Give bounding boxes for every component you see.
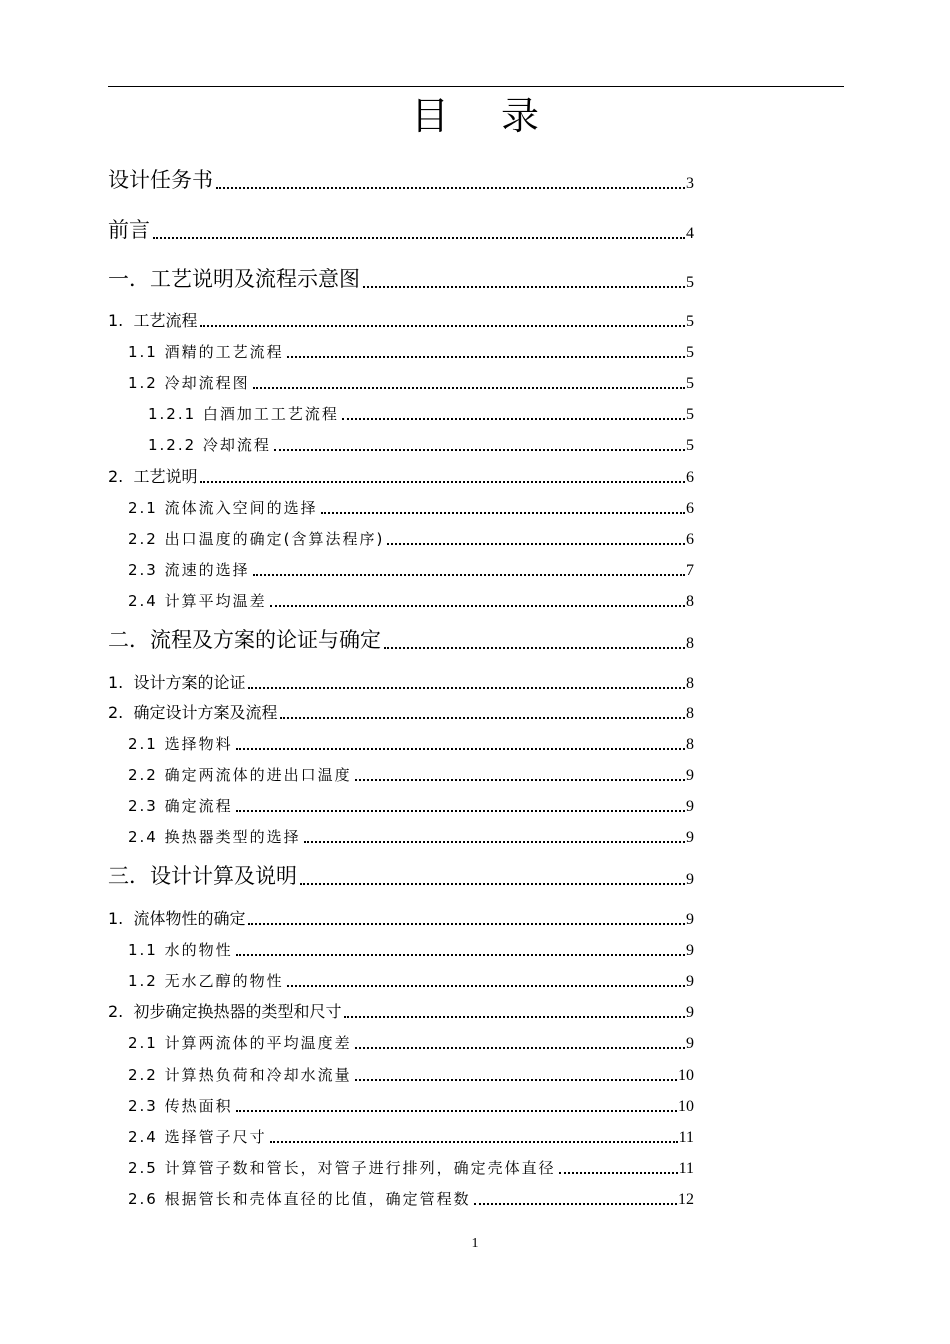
toc-entry-page: 11 bbox=[678, 1160, 694, 1177]
title-char-1: 目 bbox=[410, 94, 449, 138]
toc-entry-label: 2.3 流速的选择 bbox=[128, 561, 250, 579]
toc-leader-dots bbox=[216, 187, 685, 189]
toc-entry-label: 2.3 传热面积 bbox=[128, 1097, 233, 1115]
toc-entry-label: 2. 确定设计方案及流程 bbox=[108, 703, 278, 722]
toc-entry-page: 5 bbox=[686, 437, 694, 454]
toc-entry-page: 9 bbox=[686, 973, 694, 990]
toc-entry-label: 2.1 计算两流体的平均温度差 bbox=[128, 1034, 352, 1052]
toc-entry-label: 2.1 选择物料 bbox=[128, 735, 233, 753]
toc-leader-dots bbox=[253, 387, 685, 389]
toc-leader-dots bbox=[355, 1079, 677, 1081]
toc-entry[interactable] bbox=[128, 1157, 694, 1179]
toc-leader-dots bbox=[344, 1016, 685, 1018]
toc-entry[interactable] bbox=[128, 733, 694, 755]
toc-entry[interactable] bbox=[108, 466, 694, 488]
toc-entry-label: 2.6 根据管长和壳体直径的比值，确定管程数 bbox=[128, 1190, 471, 1208]
toc-entry-label: 2. 工艺说明 bbox=[108, 467, 198, 486]
toc-entry-label: 2.3 确定流程 bbox=[128, 797, 233, 815]
toc-entry-page: 6 bbox=[686, 500, 694, 517]
toc-entry-label: 1. 设计方案的论证 bbox=[108, 673, 246, 692]
toc-entry-page: 8 bbox=[686, 736, 694, 753]
toc-entry[interactable] bbox=[128, 559, 694, 581]
toc-entry-page: 5 bbox=[686, 375, 694, 392]
toc-entry-label: 2.5 计算管子数和管长，对管子进行排列，确定壳体直径 bbox=[128, 1159, 556, 1177]
toc-entry[interactable] bbox=[108, 862, 694, 890]
toc-entry-page: 7 bbox=[686, 562, 694, 579]
toc-leader-dots bbox=[270, 1141, 678, 1143]
toc-leader-dots bbox=[304, 841, 685, 843]
toc-leader-dots bbox=[270, 605, 685, 607]
toc-leader-dots bbox=[236, 1110, 677, 1112]
toc-entry-page: 5 bbox=[686, 406, 694, 423]
toc-entry-page: 12 bbox=[678, 1191, 694, 1208]
toc-entry-label: 2.4 换热器类型的选择 bbox=[128, 828, 301, 846]
toc-leader-dots bbox=[384, 647, 685, 649]
toc-entry[interactable] bbox=[128, 1032, 694, 1054]
toc-entry-page: 9 bbox=[686, 1035, 694, 1052]
toc-entry[interactable] bbox=[128, 826, 694, 848]
toc-leader-dots bbox=[200, 325, 685, 327]
toc-entry[interactable] bbox=[108, 672, 694, 694]
toc-entry[interactable] bbox=[108, 626, 694, 654]
toc-entry[interactable] bbox=[128, 764, 694, 786]
toc-entry[interactable] bbox=[128, 497, 694, 519]
toc-entry[interactable] bbox=[108, 1001, 694, 1023]
toc-entry-page: 5 bbox=[686, 274, 694, 291]
toc-entry-page: 9 bbox=[686, 829, 694, 846]
toc-leader-dots bbox=[236, 954, 685, 956]
toc-leader-dots bbox=[236, 810, 685, 812]
toc-entry-page: 8 bbox=[686, 705, 694, 722]
toc-leader-dots bbox=[474, 1203, 677, 1205]
toc-leader-dots bbox=[253, 574, 685, 576]
toc-entry-label: 2.2 出口温度的确定(含算法程序) bbox=[128, 530, 385, 548]
toc-entry[interactable] bbox=[108, 166, 694, 194]
toc-entry[interactable] bbox=[128, 939, 694, 961]
toc-leader-dots bbox=[200, 481, 685, 483]
toc-entry[interactable] bbox=[108, 265, 694, 293]
toc-entry[interactable] bbox=[128, 970, 694, 992]
toc-entry[interactable] bbox=[128, 372, 694, 394]
toc-entry[interactable] bbox=[128, 795, 694, 817]
toc-leader-dots bbox=[248, 687, 685, 689]
toc-leader-dots bbox=[287, 985, 685, 987]
toc-leader-dots bbox=[248, 923, 685, 925]
title-char-2: 录 bbox=[501, 94, 540, 138]
toc-entry-label: 1.2.1 白酒加工工艺流程 bbox=[148, 405, 339, 423]
toc-leader-dots bbox=[321, 512, 685, 514]
toc-entry-label: 1.2.2 冷却流程 bbox=[148, 436, 271, 454]
toc-entry-page: 8 bbox=[686, 635, 694, 652]
toc-leader-dots bbox=[287, 356, 685, 358]
toc-entry[interactable] bbox=[148, 434, 694, 456]
toc-entry-page: 10 bbox=[678, 1098, 694, 1115]
page-number-footer: 1 bbox=[471, 1236, 479, 1251]
toc-entry-page: 9 bbox=[686, 798, 694, 815]
toc-entry-label: 一．工艺说明及流程示意图 bbox=[108, 267, 360, 291]
toc-entry-label: 2.4 选择管子尺寸 bbox=[128, 1128, 267, 1146]
toc-entry-page: 5 bbox=[686, 313, 694, 330]
toc-entry[interactable] bbox=[108, 702, 694, 724]
toc-entry-page: 9 bbox=[686, 1004, 694, 1021]
toc-entry-page: 8 bbox=[686, 675, 694, 692]
toc-leader-dots bbox=[280, 717, 685, 719]
toc-entry-label: 2.1 流体流入空间的选择 bbox=[128, 499, 318, 517]
toc-entry-page: 4 bbox=[686, 225, 694, 242]
toc-leader-dots bbox=[355, 779, 685, 781]
toc-entry-page: 9 bbox=[686, 942, 694, 959]
toc-entry-page: 11 bbox=[678, 1129, 694, 1146]
toc-entry-page: 9 bbox=[686, 911, 694, 928]
toc-entry[interactable] bbox=[148, 403, 694, 425]
toc-leader-dots bbox=[274, 449, 685, 451]
toc-entry[interactable] bbox=[108, 216, 694, 244]
toc-entry[interactable] bbox=[108, 908, 694, 930]
toc-leader-dots bbox=[559, 1172, 678, 1174]
toc-leader-dots bbox=[387, 543, 685, 545]
toc-leader-dots bbox=[342, 418, 685, 420]
toc-entry[interactable] bbox=[128, 341, 694, 363]
toc-entry[interactable] bbox=[128, 590, 694, 612]
toc-entry[interactable] bbox=[108, 310, 694, 332]
toc-entry-page: 5 bbox=[686, 344, 694, 361]
toc-entry-page: 9 bbox=[686, 767, 694, 784]
toc-entry-page: 9 bbox=[686, 871, 694, 888]
toc-entry-label: 2.4 计算平均温差 bbox=[128, 592, 267, 610]
toc-entry[interactable] bbox=[128, 1126, 694, 1148]
toc-entry-page: 3 bbox=[686, 175, 694, 192]
toc-entry-label: 2.2 确定两流体的进出口温度 bbox=[128, 766, 352, 784]
toc-leader-dots bbox=[363, 286, 685, 288]
toc-entry-page: 6 bbox=[686, 469, 694, 486]
toc-entry-page: 8 bbox=[686, 593, 694, 610]
toc-entry[interactable] bbox=[128, 1095, 694, 1117]
toc-leader-dots bbox=[300, 883, 685, 885]
toc-leader-dots bbox=[236, 748, 685, 750]
toc-leader-dots bbox=[153, 237, 685, 239]
toc-leader-dots bbox=[355, 1047, 685, 1049]
toc-entry[interactable] bbox=[128, 528, 694, 550]
toc-entry-label: 1.2 冷却流程图 bbox=[128, 374, 250, 392]
toc-entry-page: 6 bbox=[686, 531, 694, 548]
toc-entry-label: 二．流程及方案的论证与确定 bbox=[108, 628, 381, 652]
toc-entry-label: 2.2 计算热负荷和冷却水流量 bbox=[128, 1066, 352, 1084]
toc-entry-label: 1.2 无水乙醇的物性 bbox=[128, 972, 284, 990]
toc-entry-label: 2. 初步确定换热器的类型和尺寸 bbox=[108, 1002, 342, 1021]
toc-entry-label: 前言 bbox=[108, 218, 150, 242]
toc-entry[interactable] bbox=[128, 1188, 694, 1210]
toc-entry-page: 10 bbox=[678, 1067, 694, 1084]
toc-entry-label: 1. 工艺流程 bbox=[108, 311, 198, 330]
toc-entry[interactable] bbox=[128, 1064, 694, 1086]
toc-entry-label: 1. 流体物性的确定 bbox=[108, 909, 246, 928]
toc-entry-label: 1.1 水的物性 bbox=[128, 941, 233, 959]
toc-entry-label: 1.1 酒精的工艺流程 bbox=[128, 343, 284, 361]
toc-entry-label: 设计任务书 bbox=[108, 168, 213, 192]
toc-entry-label: 三．设计计算及说明 bbox=[108, 864, 297, 888]
